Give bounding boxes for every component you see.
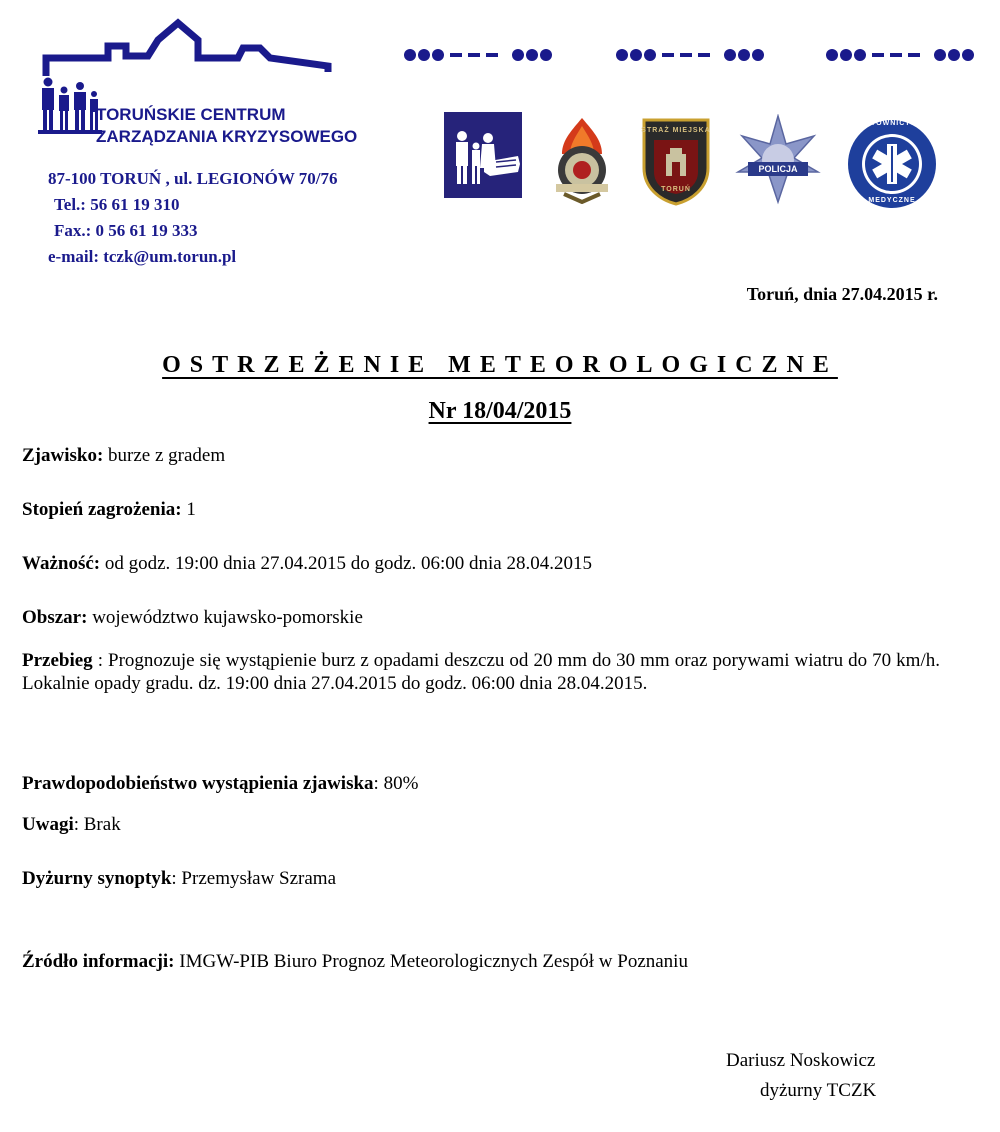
medical-rescue-label-top: RATOWNICTWO <box>859 120 925 127</box>
field-synoptyk: Dyżurny synoptyk: Przemysław Szrama <box>22 868 337 889</box>
police-badge-label: POLICJA <box>758 164 798 174</box>
field-stopien: Stopień zagrożenia: 1 <box>22 499 196 520</box>
email: e-mail: tczk@um.torun.pl <box>48 247 237 266</box>
decorative-dash-row <box>402 44 992 66</box>
signature-role: dyżurny TCZK <box>760 1080 877 1101</box>
document-number: Nr 18/04/2015 <box>428 398 572 424</box>
fire-brigade-emblem-icon <box>548 116 616 204</box>
police-star-icon <box>732 114 824 206</box>
city-guard-badge-label: STRAŻ MIEJSKA <box>641 127 711 134</box>
field-prawdopodobienstwo: Prawdopodobieństwo wystąpienia zjawiska: 80% <box>22 773 419 794</box>
field-obszar: Obszar: województwo kujawsko-pomorskie <box>22 607 363 628</box>
medical-rescue-label-bottom: MEDYCZNE <box>868 197 916 204</box>
signature-name: Dariusz Noskowicz <box>726 1050 876 1071</box>
field-przebieg: Przebieg : Prognozuje się wystąpienie burz z opadami deszczu od 20 mm do 30 mm oraz porywami wiatru do 70 km/h. Lokalnie opady gradu. dz. 19:00 dnia 27.04.2015 do godz. 06:00 dnia 28.04.2015. <box>22 650 940 694</box>
contact-block <box>48 166 338 270</box>
family-hand-icon <box>444 112 522 198</box>
phone: Tel.: 56 61 19 310 <box>54 195 180 214</box>
city-guard-badge-city: TORUŃ <box>661 186 691 193</box>
document-title: OSTRZEŻENIE METEOROLOGICZNE <box>162 352 838 378</box>
address: 87-100 TORUŃ , ul. LEGIONÓW 70/76 <box>48 169 338 188</box>
document-date: Toruń, dnia 27.04.2015 r. <box>746 284 938 304</box>
org-name-line1: TORUŃSKIE CENTRUM <box>96 105 286 124</box>
field-zjawisko: Zjawisko: burze z gradem <box>22 445 226 466</box>
org-name-line2: ZARZĄDZANIA KRYZYSOWEGO <box>96 127 358 146</box>
signature <box>726 1046 876 1106</box>
field-zrodlo: Źródło informacji: IMGW-PIB Biuro Prognoz Meteorologicznych Zespół w Poznaniu <box>22 951 688 972</box>
field-uwagi: Uwagi: Brak <box>22 814 121 835</box>
org-name <box>96 104 357 148</box>
fax: Fax.: 0 56 61 19 333 <box>54 221 198 240</box>
field-waznosc: Ważność: od godz. 19:00 dnia 27.04.2015 do godz. 06:00 dnia 28.04.2015 <box>22 553 592 574</box>
